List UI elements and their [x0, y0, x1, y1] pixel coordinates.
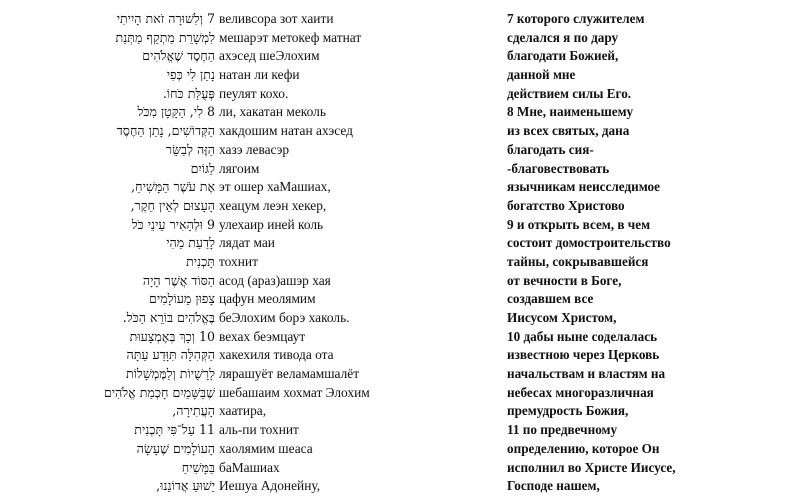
transliteration-line: аль-пи тохнит	[219, 422, 299, 438]
hebrew-line: הַחֶסֶד שֶׁאֱלֹהִים	[142, 48, 215, 64]
transliteration-column	[219, 10, 469, 496]
russian-line: язычникам неисследимое	[507, 179, 660, 195]
hebrew-line: הַזֶּה לְבַשֵּׂר	[165, 141, 215, 157]
transliteration-line: хаолямим шеаса	[219, 440, 313, 456]
hebrew-line: הָעָצוּם לְאֵין חֵקֶר,	[130, 197, 215, 213]
russian-line: создавшем все	[507, 291, 594, 307]
hebrew-line: 10 וְכָךְ בְּאֶמְצָעוּת	[129, 328, 215, 344]
russian-line: данной мне	[507, 67, 576, 83]
russian-line: 8 Мне, наименьшему	[507, 104, 634, 120]
russian-line: исполнил во Христе Иисусе,	[507, 459, 676, 475]
transliteration-line: тохнит	[219, 253, 258, 269]
transliteration-line: лядат маи	[219, 235, 275, 251]
transliteration-line: шебашаим хохмат Элохим	[219, 384, 370, 400]
russian-line: благодать сия-	[507, 141, 594, 157]
hebrew-line: שֶׁבַּשָּׁמַיִם חָכְמַת אֱלֹהִים	[103, 384, 215, 400]
russian-line: -благовествовать	[507, 160, 610, 176]
hebrew-line: 9 וּלְהָאִיר עֵינֵי כֹּל	[131, 216, 215, 232]
hebrew-line: לַגּוֹיִם	[190, 160, 215, 176]
transliteration-line: цафун меолямим	[219, 291, 316, 307]
hebrew-line: בַּמָּשִׁיחַ	[181, 459, 215, 475]
transliteration-line: асод (араз)ашэр хая	[219, 272, 331, 288]
russian-line: начальствам и властям на	[507, 366, 666, 382]
russian-line: небесах многоразличная	[507, 384, 654, 400]
russian-line: определению, которое Он	[507, 440, 660, 456]
hebrew-line: הָעוֹלָמִים שֶׁעָשָׂה	[136, 440, 215, 456]
russian-line: 11 по предвечному	[507, 422, 618, 438]
russian-line: сделался я по дару	[507, 29, 619, 45]
russian-line: благодати Божией,	[507, 48, 619, 64]
hebrew-line: לָדַעַת מַהִי	[166, 235, 215, 251]
hebrew-column	[20, 10, 215, 496]
transliteration-line: хакехиля тивода ота	[219, 347, 334, 363]
hebrew-line: 7 וְלִשׁוּרָה זֹאת הָיִיתִי	[116, 11, 215, 26]
hebrew-line: פְּעֻלַּת כֹּחוֹ.	[162, 85, 215, 101]
hebrew-line: צָפוּן מֵעוֹלָמִים	[149, 291, 215, 307]
transliteration-line: хаатира,	[219, 403, 267, 419]
hebrew-line: יֵשׁוּעַ אֲדוֹנֵנוּ,	[156, 478, 215, 494]
transliteration-line: улехаир иней коль	[219, 216, 324, 232]
russian-line: 7 которого служителем	[507, 11, 645, 26]
russian-line: Господе нашем,	[507, 478, 600, 494]
transliteration-line: вехах беэмцаут	[219, 328, 306, 344]
hebrew-line: 8 לִי, הַקָּטָן מִכֹּל	[137, 104, 215, 120]
transliteration-line: эт ошер хаМашиах,	[219, 179, 331, 195]
transliteration-line: мешарэт метокеф матнат	[219, 29, 362, 45]
russian-line: премудрость Божия,	[507, 403, 629, 419]
hebrew-line: הַסּוֹד אֲשֶׁר הָיָה	[142, 272, 215, 288]
russian-line: тайны, сокрывавшейся	[507, 253, 649, 269]
transliteration-line: лягоим	[219, 160, 260, 176]
russian-column	[507, 10, 792, 496]
russian-line: богатство Христово	[507, 197, 625, 213]
transliteration-line: Иешуа Адонейну,	[219, 478, 321, 494]
transliteration-line: баМашиах	[219, 459, 280, 475]
hebrew-line: תָּכְנִית	[186, 253, 215, 269]
russian-line: 9 и открыть всем, в чем	[507, 216, 651, 232]
hebrew-line: 11 עַל־פִּי תָּכְנִית	[134, 422, 215, 438]
russian-line: от вечности в Боге,	[507, 272, 622, 288]
transliteration-line: хакдошим натан ахэсед	[219, 123, 353, 139]
russian-line: 10 дабы ныне соделалась	[507, 328, 658, 344]
russian-line: известною через Церковь	[507, 347, 660, 363]
transliteration-line: ли, хакатан меколь	[219, 104, 326, 120]
russian-line: Иисусом Христом,	[507, 310, 617, 325]
transliteration-line: пеулят кохо.	[219, 85, 289, 101]
hebrew-line: אֶת עֹשֶׁר הַמָּשִׁיחַ,	[131, 179, 215, 195]
transliteration-line: беЭлохим борэ хаколь.	[219, 310, 350, 325]
transliteration-line: натан ли кефи	[219, 67, 300, 83]
transliteration-line: ахэсед шеЭлохим	[219, 48, 320, 64]
transliteration-line: хазэ левасэр	[219, 141, 290, 157]
hebrew-line: הָעֲתִירָה,	[172, 403, 215, 419]
hebrew-line: לִמְשָׁרֵת מַתְקֵף מַתְּנַת	[115, 29, 215, 45]
hebrew-line: נָתַן לִי כְּפִי	[166, 67, 215, 83]
hebrew-line: הַקְּהִלָּה תִּוָּדַע עַתָּה	[126, 347, 215, 363]
transliteration-line: хеацум леэн хекер,	[219, 197, 327, 213]
hebrew-line: בֶּאֱלֹהִים בּוֹרֵא הַכֹּל.	[122, 310, 215, 325]
transliteration-line: веливсора зот хаити	[219, 11, 334, 26]
russian-line: состоит домостроительство	[507, 235, 671, 251]
russian-line: действием силы Его.	[507, 85, 632, 101]
hebrew-line: הַקְּדוֹשִׁים, נָתַן הַחֶסֶד	[116, 123, 215, 139]
russian-line: из всех святых, дана	[507, 123, 630, 139]
transliteration-line: лярашуёт веламамшалёт	[219, 366, 360, 382]
hebrew-line: לָרָשֻׁיוֹת וְלַמֶּמְשָׁלוֹת	[126, 366, 215, 382]
